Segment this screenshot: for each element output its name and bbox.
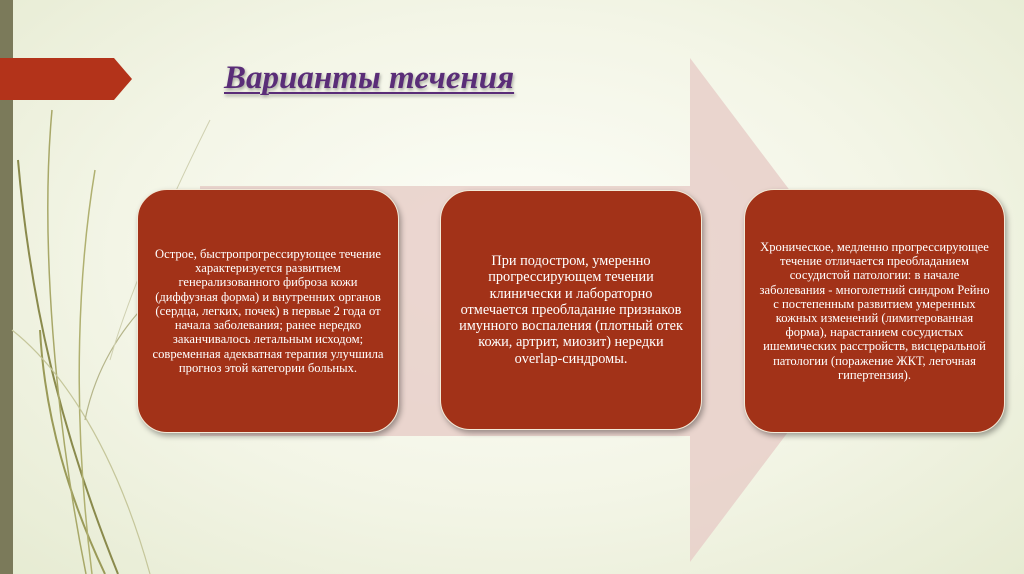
stage-card-acute	[137, 189, 399, 433]
card-text: Хроническое, медленно прогрессирующее течение отличается преобладанием сосудистой патологии: в начале заболевания - многолетний синдром Рейно с постепенным развитием умеренных кожных изменений (лимитерованная форма), нарастанием сосудистых ишемических расстройств, висцеральной патологии (поражение ЖКТ, легочная гипертензия).	[759, 239, 990, 382]
stage-card-subacute	[440, 190, 702, 430]
stage-card-chronic	[744, 189, 1005, 433]
slide-title: Варианты течения	[224, 60, 515, 96]
card-text: Острое, быстропрогрессирующее течение характеризуется развитием генерализованного фиброза кожи (диффузная форма) и внутренних органов (сердца, легких, почек) в первые 2 года от начала заболевания; ранее нередко заканчивалось летальным исходом; современная адекватная терапия улучшила прогноз этой категории больных.	[152, 247, 384, 375]
card-text: При подостром, умеренно прогрессирующем течении клинически и лабораторно отмечается преобладание признаков имунного воспаления (плотный отек кожи, артрит, миозит) нередки overlap-синдромы.	[459, 253, 683, 367]
